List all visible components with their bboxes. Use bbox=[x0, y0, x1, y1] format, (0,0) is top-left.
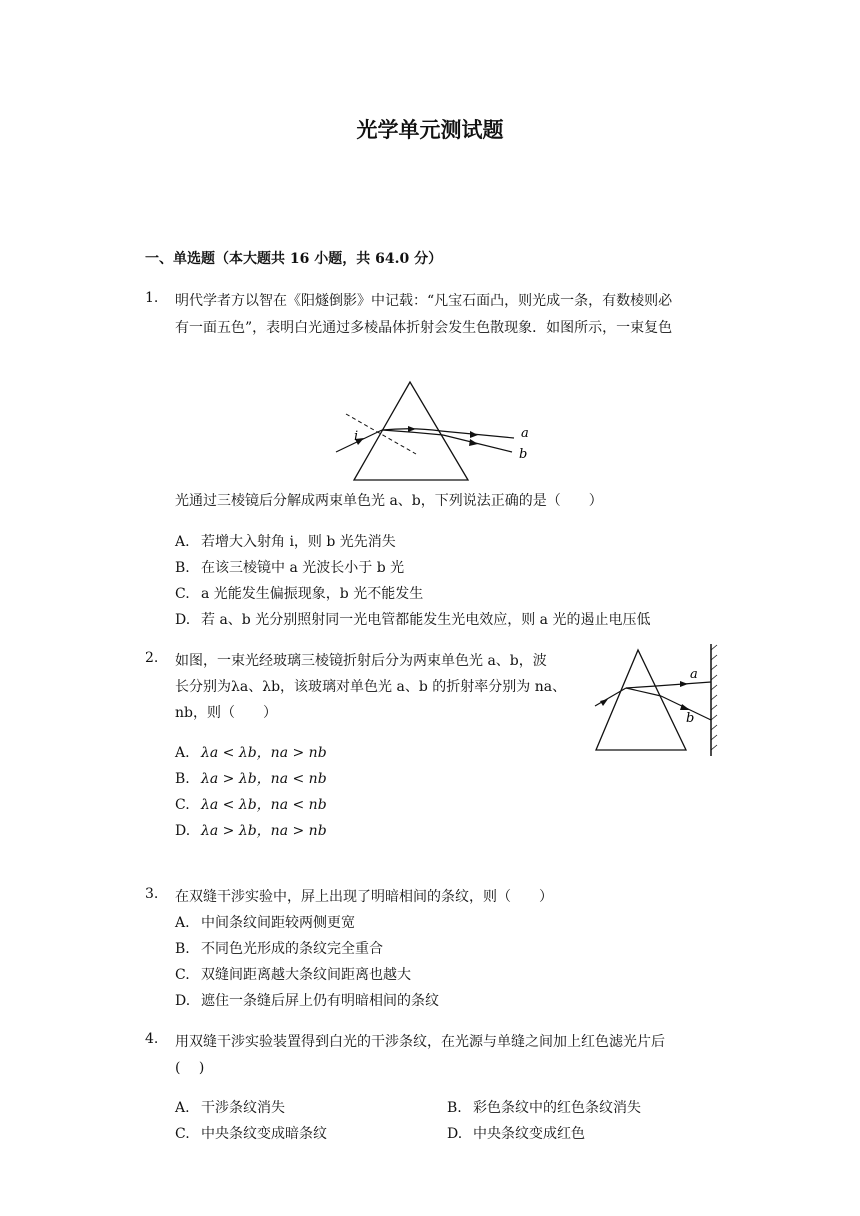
q1-fig-label-a: a bbox=[521, 426, 529, 441]
q2-stem-line1: 如图，一束光经玻璃三棱镜折射后分为两束单色光 a、b，波 bbox=[175, 653, 547, 669]
q4-stem-line2: ( ) bbox=[175, 1060, 205, 1076]
q3-number: 3. bbox=[145, 886, 159, 902]
q1-option-a[interactable]: A. 若增大入射角 i，则 b 光先消失 bbox=[175, 534, 396, 550]
q4-stem-line1: 用双缝干涉实验装置得到白光的干涉条纹，在光源与单缝之间加上红色滤光片后 bbox=[175, 1034, 665, 1050]
q3-stem-line1: 在双缝干涉实验中，屏上出现了明暗相间的条纹，则（ ） bbox=[175, 889, 553, 905]
q3-option-d[interactable]: D. 遮住一条缝后屏上仍有明暗相间的条纹 bbox=[175, 993, 439, 1009]
q3-option-b[interactable]: B. 不同色光形成的条纹完全重合 bbox=[175, 941, 383, 957]
q1-option-c[interactable]: C. a 光能发生偏振现象，b 光不能发生 bbox=[175, 586, 424, 602]
q2-stem-line2: 长分别为λa、λb，该玻璃对单色光 a、b 的折射率分别为 na、 bbox=[175, 679, 567, 695]
q2-prism-figure bbox=[590, 642, 720, 758]
q1-number: 1. bbox=[145, 290, 159, 306]
q1-stem-line1: 明代学者方以智在《阳燧倒影》中记载：“凡宝石面凸，则光成一条，有数棱则必 bbox=[175, 293, 673, 309]
q3-option-c[interactable]: C. 双缝间距离越大条纹间距离也越大 bbox=[175, 967, 411, 983]
q4-option-a[interactable]: A. 干涉条纹消失 bbox=[175, 1100, 285, 1116]
q2-option-b[interactable]: B. λa > λb，na < nb bbox=[175, 771, 327, 787]
q1-fig-label-i: i bbox=[354, 429, 359, 444]
q2-option-c[interactable]: C. λa < λb，na < nb bbox=[175, 797, 327, 813]
page-title: 光学单元测试题 bbox=[356, 117, 504, 142]
q1-stem-line3: 光通过三棱镜后分解成两束单色光 a、b，下列说法正确的是（ ） bbox=[175, 493, 603, 509]
q2-fig-label-a: a bbox=[690, 667, 698, 682]
q1-stem-line2: 有一面五色”，表明白光通过多棱晶体折射会发生色散现象．如图所示，一束复色 bbox=[175, 320, 673, 336]
q1-fig-label-b: b bbox=[519, 447, 528, 462]
section-heading: 一、单选题（本大题共 16 小题，共 64.0 分） bbox=[145, 251, 443, 267]
q4-number: 4. bbox=[145, 1031, 159, 1047]
q4-option-d[interactable]: D. 中央条纹变成红色 bbox=[447, 1126, 585, 1142]
q1-option-b[interactable]: B. 在该三棱镜中 a 光波长小于 b 光 bbox=[175, 560, 405, 576]
q4-option-c[interactable]: C. 中央条纹变成暗条纹 bbox=[175, 1126, 327, 1142]
q2-number: 2. bbox=[145, 650, 159, 666]
q2-fig-label-b: b bbox=[686, 711, 695, 726]
q1-prism-figure bbox=[328, 372, 543, 482]
q1-option-d[interactable]: D. 若 a、b 光分别照射同一光电管都能发生光电效应，则 a 光的遏止电压低 bbox=[175, 612, 651, 628]
q3-option-a[interactable]: A. 中间条纹间距较两侧更宽 bbox=[175, 915, 355, 931]
q4-option-b[interactable]: B. 彩色条纹中的红色条纹消失 bbox=[447, 1100, 641, 1116]
q2-stem-line3: nb，则（ ） bbox=[175, 705, 277, 721]
q2-option-d[interactable]: D. λa > λb，na > nb bbox=[175, 823, 327, 839]
q2-option-a[interactable]: A. λa < λb，na > nb bbox=[175, 745, 327, 761]
